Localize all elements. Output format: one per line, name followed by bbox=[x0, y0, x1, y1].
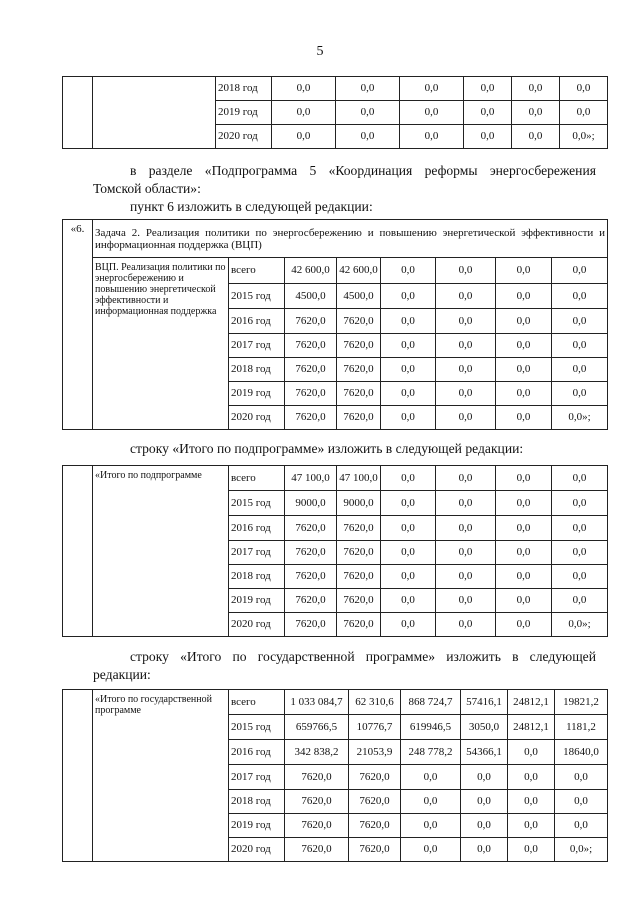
paragraph-line: редакции: bbox=[93, 667, 151, 682]
total-label: «Итого по государственной программе bbox=[93, 690, 229, 862]
year-cell: 2020 год bbox=[216, 125, 272, 149]
program-name: ВЦП. Реализация политики по энергосбережению и повышению энергетической эффективности и информационная поддержка bbox=[93, 258, 229, 430]
page-number: 5 bbox=[316, 44, 324, 59]
task-header: Задача 2. Реализация политики по энергосбережению и повышению энергетической эффективности и информационная поддержка (ВЦП) bbox=[93, 220, 608, 258]
paragraph-line: строку «Итого по подпрограмме» изложить в следующей редакции: bbox=[130, 441, 524, 456]
paragraph-line: Томской области»: bbox=[93, 181, 201, 196]
row-number: «6. bbox=[63, 220, 93, 430]
table-program-total: «Итого по государственной программе всего 1 033 084,7 62 310,6 868 724,7 57416,1 24812,1 19821,2 2015 год 659766,5 10776,7 619946,5 3050,0 24812,1 1181,2 2016 год 342 838,2 21053,9 248 778,2 54366,1 0,0 18640,0 2017 год 7620,0 7620,0 0,0 0,0 0,0 0,0 2018 год 7620,0 7620,0 0,0 0,0 0,0 0,0 2019 год 7620,0 7620,0 0,0 0,0 0,0 0,0 2020 год 7620,0 7620,0 0,0 0,0 0,0 0,0»; bbox=[62, 689, 608, 862]
paragraph-line: пункт 6 изложить в следующей редакции: bbox=[130, 199, 373, 214]
paragraph-line: строку «Итого по государственной программе» изложить в следующей bbox=[130, 649, 596, 664]
table-task-2: «6. Задача 2. Реализация политики по энергосбережению и повышению энергетической эффективности и информационная поддержка (ВЦП) ВЦП. Реализация политики по энергосбережению и повышению энергетической эффективности и информационная поддержка всего 42 600,0 42 600,0 0,0 0,0 0,0 0,0 2015 год 4500,0 4500,0 0,0 0,0 0,0 0,0 2016 год 7620,0 7620,0 0,0 0,0 0,0 0,0 2017 год 7620,0 7620,0 0,0 0,0 0,0 0,0 2018 год 7620,0 7620,0 0,0 0,0 0,0 0,0 2019 год 7620,0 7620,0 0,0 0,0 0,0 0,0 2020 год 7620,0 7620,0 0,0 0,0 0,0 0,0»; bbox=[62, 219, 608, 430]
year-cell: 2019 год bbox=[216, 101, 272, 125]
total-label: «Итого по подпрограмме bbox=[93, 466, 229, 637]
year-cell: 2018 год bbox=[216, 77, 272, 101]
table-continuation: 2018 год 0,0 0,0 0,0 0,0 0,0 0,0 2019 год 0,0 0,0 0,0 0,0 0,0 0,0 2020 год 0,0 0,0 0,0 0,0 0,0 0,0»; bbox=[62, 76, 608, 149]
table-subprogram-total: «Итого по подпрограмме всего 47 100,0 47 100,0 0,0 0,0 0,0 0,0 2015 год 9000,0 9000,0 0,0 0,0 0,0 0,0 2016 год 7620,0 7620,0 0,0 0,0 0,0 0,0 2017 год 7620,0 7620,0 0,0 0,0 0,0 0,0 2018 год 7620,0 7620,0 0,0 0,0 0,0 0,0 2019 год 7620,0 7620,0 0,0 0,0 0,0 0,0 2020 год 7620,0 7620,0 0,0 0,0 0,0 0,0»; bbox=[62, 465, 608, 637]
paragraph-line: в разделе «Подпрограмма 5 «Координация реформы энергосбережения bbox=[130, 163, 596, 178]
